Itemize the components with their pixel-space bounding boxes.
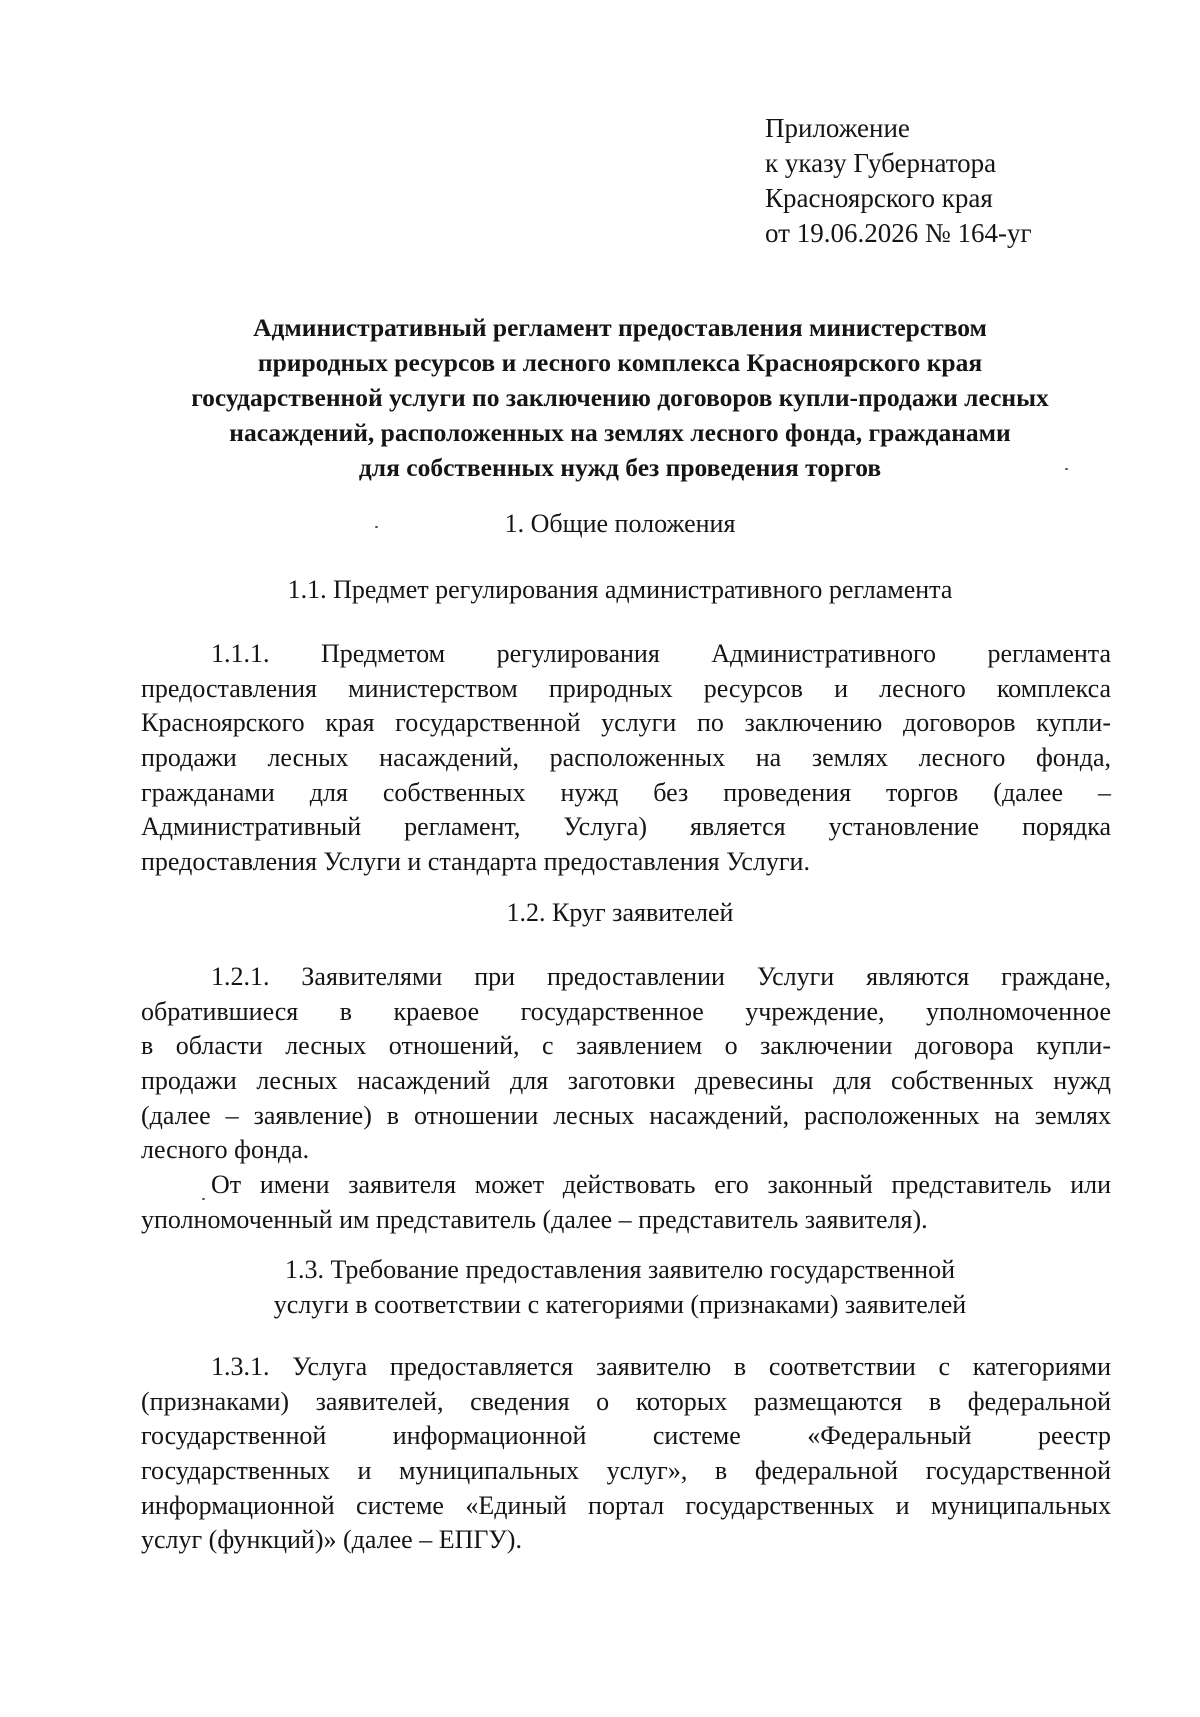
scan-speck <box>202 1198 205 1200</box>
title-line: Административный регламент предоставления министерством <box>253 313 987 342</box>
section-1-heading <box>130 506 1110 541</box>
paragraph-line: государственных и муниципальных услуг», в федеральной государственной <box>141 1456 1111 1486</box>
paragraph-line: (признаками) заявителей, сведения о которых размещаются в федеральной <box>141 1386 1111 1416</box>
scan-speck <box>1065 468 1068 470</box>
paragraph-line: Красноярского края государственной услуги по заключению договоров купли- <box>141 708 1111 738</box>
paragraph-line: (далее – заявление) в отношении лесных насаждений, расположенных на землях <box>141 1100 1111 1130</box>
paragraph-1-1-1 <box>141 637 1111 880</box>
section-1-2-heading <box>130 895 1110 930</box>
paragraph-line: обратившиеся в краевое государственное учреждение, уполномоченное <box>141 996 1111 1026</box>
paragraph-line: предоставления министерством природных ресурсов и лесного комплекса <box>141 673 1111 703</box>
section-heading-text: 1.1. Предмет регулирования административного регламента <box>287 575 953 604</box>
paragraph-line: 1.3.1. Услуга предоставляется заявителю в соответствии с категориями <box>211 1352 1111 1381</box>
paragraph-1-2-1 <box>141 960 1111 1238</box>
paragraph-line: лесного фонда. <box>141 1135 310 1165</box>
appendix-line: Красноярского края <box>765 183 993 213</box>
paragraph-line: в области лесных отношений, с заявлением о заключении договора купли- <box>141 1031 1111 1061</box>
scan-speck <box>375 526 378 528</box>
section-heading-text: 1. Общие положения <box>504 509 736 538</box>
title-line: природных ресурсов и лесного комплекса Красноярского края <box>257 348 983 377</box>
paragraph-line: 1.1.1. Предметом регулирования Административного регламента <box>211 639 1111 668</box>
appendix-line: к указу Губернатора <box>765 148 997 178</box>
title-line: государственной услуги по заключению договоров купли-продажи лесных <box>191 383 1049 412</box>
section-heading-text: услуги в соответствии с категориями (признаками) заявителей <box>273 1290 967 1319</box>
paragraph-line: уполномоченный им представитель (далее – представитель заявителя). <box>141 1204 928 1234</box>
paragraph-line: продажи лесных насаждений, расположенных на землях лесного фонда, <box>141 743 1111 773</box>
paragraph-line: Административный регламент, Услуга) является установление порядка <box>141 812 1111 842</box>
appendix-header <box>765 111 1032 251</box>
section-1-1-heading <box>130 572 1110 607</box>
section-heading-text: 1.2. Круг заявителей <box>506 898 734 927</box>
paragraph-1-3-1 <box>141 1350 1111 1558</box>
paragraph-line: 1.2.1. Заявителями при предоставлении Услуги являются граждане, <box>211 962 1111 991</box>
appendix-line: Приложение <box>765 113 910 143</box>
document-title <box>130 310 1110 485</box>
paragraph-line: информационной системе «Единый портал государственных и муниципальных <box>141 1490 1111 1520</box>
paragraph-line: продажи лесных насаждений для заготовки древесины для собственных нужд <box>141 1066 1111 1096</box>
paragraph-line: гражданами для собственных нужд без проведения торгов (далее – <box>141 777 1111 807</box>
paragraph-line: От имени заявителя может действовать его законный представитель или <box>211 1170 1111 1200</box>
section-heading-text: 1.3. Требование предоставления заявителю государственной <box>284 1255 956 1284</box>
appendix-date-number: от 19.06.2026 № 164-уг <box>765 218 1032 248</box>
title-line: для собственных нужд без проведения торгов <box>358 453 882 482</box>
paragraph-line: предоставления Услуги и стандарта предоставления Услуги. <box>141 847 810 877</box>
paragraph-line: услуг (функций)» (далее – ЕПГУ). <box>141 1525 522 1555</box>
title-line: насаждений, расположенных на землях лесного фонда, гражданами <box>229 418 1011 447</box>
section-1-3-heading <box>130 1252 1110 1322</box>
paragraph-line: государственной информационной системе «Федеральный реестр <box>141 1421 1111 1451</box>
